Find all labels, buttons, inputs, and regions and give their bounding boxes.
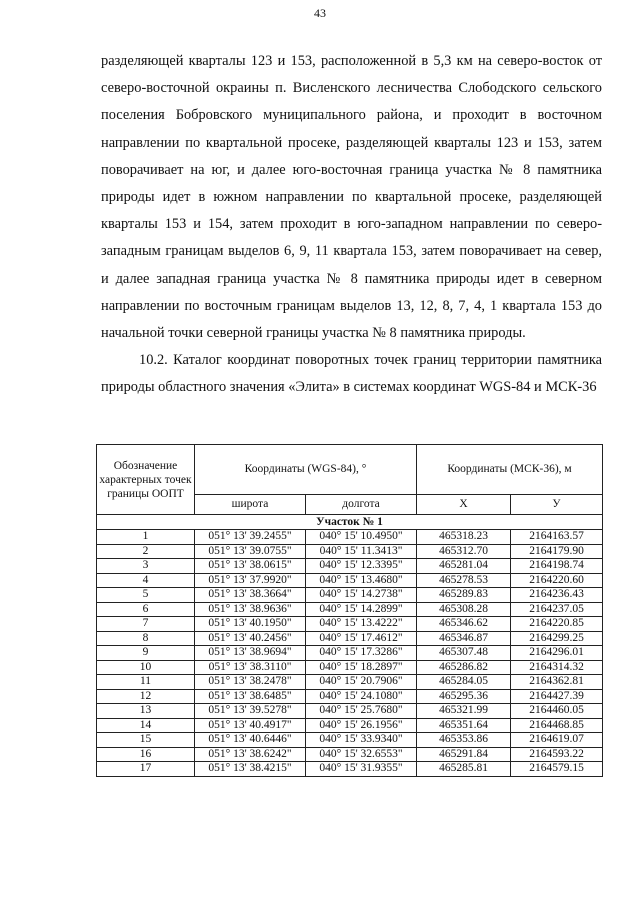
longitude-cell: 040° 15' 25.7680" [306,704,417,719]
point-number-cell: 5 [97,588,195,603]
latitude-cell: 051° 13' 38.9636" [195,602,306,617]
x-coordinate-cell: 465307.48 [417,646,511,661]
table-row [97,762,603,777]
x-coordinate-cell: 465285.81 [417,762,511,777]
table-row [97,733,603,748]
point-number-cell: 10 [97,660,195,675]
header-designation: Обозначение характерных точек границы ООПТ [97,445,195,515]
longitude-cell: 040° 15' 14.2899" [306,602,417,617]
latitude-cell: 051° 13' 40.4917" [195,718,306,733]
point-number-cell: 14 [97,718,195,733]
longitude-cell: 040° 15' 13.4680" [306,573,417,588]
x-coordinate-cell: 465318.23 [417,530,511,545]
latitude-cell: 051° 13' 38.0615" [195,559,306,574]
header-wgs84: Координаты (WGS-84), ° [195,445,417,495]
x-coordinate-cell: 465286.82 [417,660,511,675]
document-body [101,48,602,402]
y-coordinate-cell: 2164314.32 [511,660,603,675]
point-number-cell: 3 [97,559,195,574]
x-coordinate-cell: 465308.28 [417,602,511,617]
point-number-cell: 4 [97,573,195,588]
y-coordinate-cell: 2164296.01 [511,646,603,661]
latitude-cell: 051° 13' 38.4215" [195,762,306,777]
longitude-cell: 040° 15' 26.1956" [306,718,417,733]
longitude-cell: 040° 15' 17.3286" [306,646,417,661]
x-coordinate-cell: 465284.05 [417,675,511,690]
point-number-cell: 11 [97,675,195,690]
paragraph-boundary-description: разделяющей кварталы 123 и 153, расположенной в 5,3 км на северо-восток от северо-восточной окраины п. Висленского лесничества Слободского сельского поселения Бобровского муниципального района, и проходит в восточном направлении по квартальной просеке, разделяющей кварталы 123 и 153, затем поворачивает на юг, и далее юго-восточная граница участка № 8 памятника природы идет в южном направлении по квартальной просеке, разделяющей кварталы 153 и 154, затем проходит в юго-западном направлении по северо-западным границам выделов 6, 9, 11 квартала 153, затем поворачивает на север, и далее западная граница участка № 8 памятника природы идет в северном направлении по восточным границам выделов 13, 12, 8, 7, 4, 1 квартала 153 до начальной точки северной границы участка № 8 памятника природы. [101,53,602,342]
y-coordinate-cell: 2164299.25 [511,631,603,646]
x-coordinate-cell: 465278.53 [417,573,511,588]
table-row [97,631,603,646]
subheader-y: У [511,495,603,515]
table-row [97,704,603,719]
latitude-cell: 051° 13' 39.0755" [195,544,306,559]
x-coordinate-cell: 465351.64 [417,718,511,733]
x-coordinate-cell: 465346.87 [417,631,511,646]
y-coordinate-cell: 2164427.39 [511,689,603,704]
y-coordinate-cell: 2164593.22 [511,747,603,762]
latitude-cell: 051° 13' 38.9694" [195,646,306,661]
y-coordinate-cell: 2164198.74 [511,559,603,574]
x-coordinate-cell: 465295.36 [417,689,511,704]
x-coordinate-cell: 465281.04 [417,559,511,574]
table-row [97,747,603,762]
x-coordinate-cell: 465289.83 [417,588,511,603]
longitude-cell: 040° 15' 18.2897" [306,660,417,675]
header-msk36: Координаты (МСК-36), м [417,445,603,495]
y-coordinate-cell: 2164220.85 [511,617,603,632]
longitude-cell: 040° 15' 24.1080" [306,689,417,704]
table-row [97,660,603,675]
table-row [97,718,603,733]
latitude-cell: 051° 13' 38.6242" [195,747,306,762]
latitude-cell: 051° 13' 40.6446" [195,733,306,748]
point-number-cell: 1 [97,530,195,545]
latitude-cell: 051° 13' 40.1950" [195,617,306,632]
x-coordinate-cell: 465321.99 [417,704,511,719]
y-coordinate-cell: 2164236.43 [511,588,603,603]
y-coordinate-cell: 2164237.05 [511,602,603,617]
coordinates-table [96,444,603,777]
x-coordinate-cell: 465353.86 [417,733,511,748]
table-row [97,559,603,574]
point-number-cell: 8 [97,631,195,646]
longitude-cell: 040° 15' 33.9340" [306,733,417,748]
longitude-cell: 040° 15' 32.6553" [306,747,417,762]
latitude-cell: 051° 13' 39.5278" [195,704,306,719]
latitude-cell: 051° 13' 38.6485" [195,689,306,704]
latitude-cell: 051° 13' 38.3110" [195,660,306,675]
longitude-cell: 040° 15' 11.3413" [306,544,417,559]
point-number-cell: 12 [97,689,195,704]
table-row [97,675,603,690]
table-row [97,689,603,704]
longitude-cell: 040° 15' 31.9355" [306,762,417,777]
table-row [97,573,603,588]
x-coordinate-cell: 465291.84 [417,747,511,762]
subheader-x: X [417,495,511,515]
subheader-latitude: широта [195,495,306,515]
subheader-longitude: долгота [306,495,417,515]
point-number-cell: 6 [97,602,195,617]
longitude-cell: 040° 15' 20.7906" [306,675,417,690]
page-number: 43 [314,6,326,20]
table-row [97,646,603,661]
latitude-cell: 051° 13' 38.3664" [195,588,306,603]
y-coordinate-cell: 2164460.05 [511,704,603,719]
point-number-cell: 15 [97,733,195,748]
y-coordinate-cell: 2164220.60 [511,573,603,588]
y-coordinate-cell: 2164362.81 [511,675,603,690]
y-coordinate-cell: 2164179.90 [511,544,603,559]
point-number-cell: 16 [97,747,195,762]
y-coordinate-cell: 2164163.57 [511,530,603,545]
section-heading-10-2: 10.2. Каталог координат поворотных точек границ территории памятника природы областного значения «Элита» в системах координат WGS-84 и МСК-36 [101,352,602,396]
x-coordinate-cell: 465346.62 [417,617,511,632]
point-number-cell: 13 [97,704,195,719]
latitude-cell: 051° 13' 38.2478" [195,675,306,690]
longitude-cell: 040° 15' 14.2738" [306,588,417,603]
point-number-cell: 7 [97,617,195,632]
table-row [97,602,603,617]
latitude-cell: 051° 13' 37.9920" [195,573,306,588]
section-row [97,515,603,530]
latitude-cell: 051° 13' 39.2455" [195,530,306,545]
longitude-cell: 040° 15' 12.3395" [306,559,417,574]
x-coordinate-cell: 465312.70 [417,544,511,559]
table-row [97,588,603,603]
y-coordinate-cell: 2164579.15 [511,762,603,777]
table-row [97,617,603,632]
longitude-cell: 040° 15' 13.4222" [306,617,417,632]
latitude-cell: 051° 13' 40.2456" [195,631,306,646]
y-coordinate-cell: 2164619.07 [511,733,603,748]
longitude-cell: 040° 15' 10.4950" [306,530,417,545]
table-header-row [97,445,603,495]
longitude-cell: 040° 15' 17.4612" [306,631,417,646]
table-row [97,544,603,559]
y-coordinate-cell: 2164468.85 [511,718,603,733]
section-title: Участок № 1 [97,515,603,530]
point-number-cell: 9 [97,646,195,661]
table-row [97,530,603,545]
point-number-cell: 17 [97,762,195,777]
point-number-cell: 2 [97,544,195,559]
